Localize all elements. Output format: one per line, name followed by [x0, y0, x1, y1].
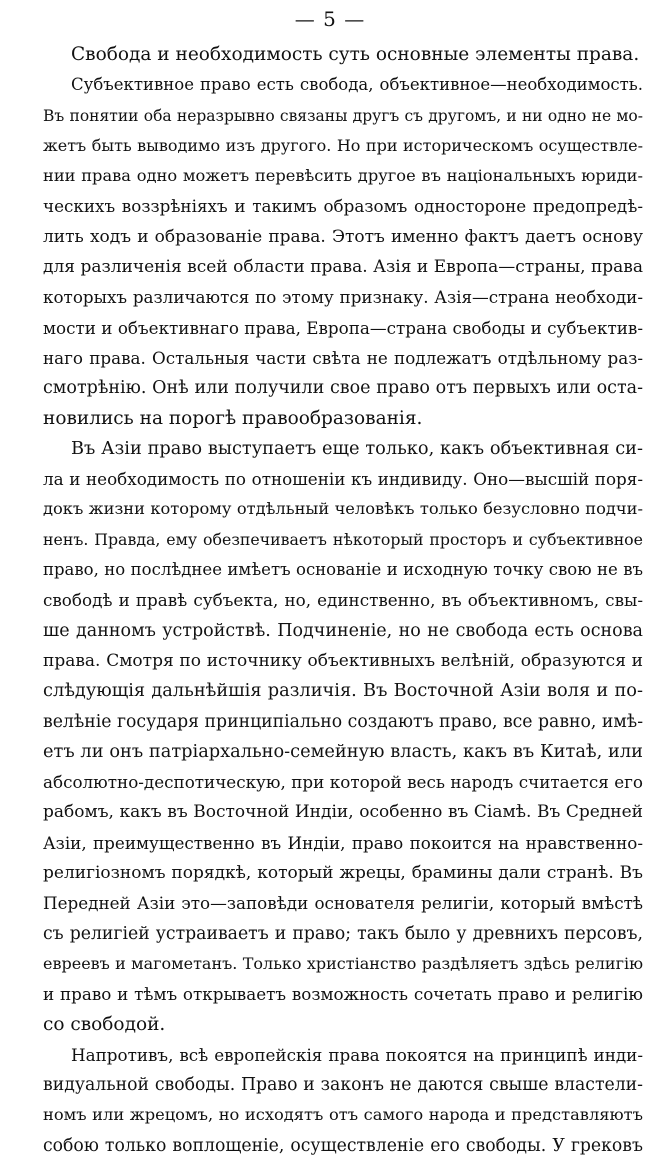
text-line: собою только воплощеніе, осуществленіе его свободы. У грековъ [43, 1135, 643, 1156]
text-line: со свободой. [43, 1013, 166, 1035]
text-line: ненъ. Правда, ему обезпечиваетъ нѣкоторый просторъ и субъективное [43, 529, 643, 549]
text-line: рабомъ, какъ въ Восточной Индіи, особенно въ Сіамѣ. Въ Средней [43, 802, 643, 823]
text-line: велѣніе государя принципіально создаютъ право, все равно, имѣ- [43, 711, 643, 732]
text-line: мости и объективнаго права, Европа—страна свободы и субъектив- [43, 317, 643, 338]
text-line: докъ жизни которому отдѣльный человѣкъ только безусловно подчи- [43, 499, 643, 519]
text-line: ческихъ воззрѣніяхъ и такимъ образомъ одностороне предопредѣ- [43, 196, 643, 217]
text-line: видуальной свободы. Право и законъ не даются свыше властели- [43, 1075, 643, 1096]
text-line: нии права одно можетъ перевѣсить другое въ національныхъ юриди- [43, 166, 643, 186]
text-line: Напротивъ, всѣ европейскія права покоятся на принципѣ инди- [71, 1044, 643, 1065]
text-line: жетъ быть выводимо изъ другого. Но при историческомъ осуществле- [43, 135, 643, 155]
text-line: права. Смотря по источнику объективныхъ велѣній, образуются и [43, 650, 643, 671]
text-line: съ религіей устраиваетъ и право; такъ было у древнихъ персовъ, [43, 923, 643, 944]
text-line: право, но послѣднее имѣетъ основаніе и исходную точку свою не въ [43, 560, 643, 580]
text-line: Свобода и необходимость суть основные элементы права. [71, 44, 640, 65]
text-line: евреевъ и магометанъ. Только христіанство раздѣляетъ здѣсь религію [43, 953, 643, 973]
text-line: номъ или жрецомъ, но исходятъ отъ самого народа и представляютъ [43, 1105, 643, 1125]
text-line: религіозномъ порядкѣ, который жрецы, брамины дали странѣ. Въ [43, 863, 643, 884]
text-line: смотрѣнію. Онѣ или получили свое право отъ первыхъ или оста- [43, 378, 643, 399]
text-line: для различенія всей области права. Азія и Европа—страны, права [43, 257, 643, 278]
text-line: ше данномъ устройствѣ. Подчиненіе, но не свобода есть основа [43, 620, 643, 641]
text-line: Передней Азіи это—заповѣди основателя религіи, который вмѣстѣ [43, 893, 643, 914]
text-line: которыхъ различаются по этому признаку. Азія—страна необходи- [43, 287, 643, 308]
text-line: Въ понятии оба неразрывно связаны другъ съ другомъ, и ни одно не мо- [43, 106, 643, 125]
text-line: лить ходъ и образованіе права. Этотъ именно фактъ даетъ основу [43, 226, 643, 247]
page-number: — 5 — [294, 7, 366, 31]
text-line: Въ Азіи право выступаетъ еще только, какъ объективная си- [71, 438, 643, 459]
text-line: новились на порогѣ правообразованія. [43, 407, 423, 429]
text-line: етъ ли онъ патріархально-семейную власть, какъ въ Китаѣ, или [43, 741, 643, 762]
text-line: слѣдующія дальнѣйшія различія. Въ Восточной Азіи воля и по- [43, 681, 643, 702]
text-line: Азіи, преимущественно въ Индіи, право покоится на нравственно- [43, 832, 643, 853]
text-line: свободѣ и правѣ субъекта, но, единственно, въ объективномъ, свы- [43, 590, 643, 611]
text-line: наго права. Остальныя части свѣта не подлежатъ отдѣльному раз- [43, 347, 643, 368]
text-line: абсолютно-деспотическую, при которой весь народъ считается его [43, 772, 643, 793]
text-line: Субъективное право есть свобода, объективное—необходимость. [71, 75, 643, 95]
text-line: и право и тѣмъ открываетъ возможность сочетать право и религію [43, 984, 643, 1005]
text-line: ла и необходимость по отношеніи къ индивиду. Оно—высшій поря- [43, 469, 643, 490]
body-text [43, 40, 643, 1161]
